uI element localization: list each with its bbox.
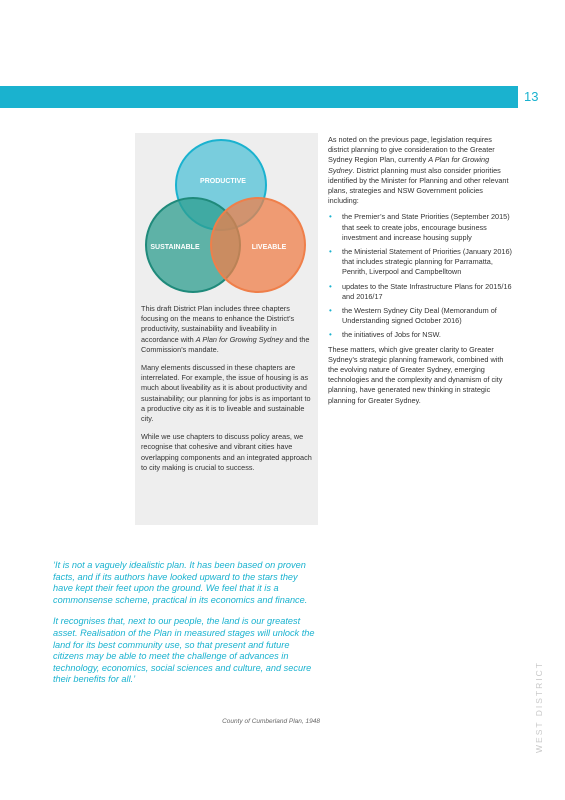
bullet-icon: • (329, 330, 332, 340)
header-band (0, 86, 518, 108)
venn-label-liveable: LIVEABLE (251, 244, 287, 251)
bullet-icon: • (329, 212, 332, 222)
box-text (141, 304, 316, 481)
quote-paragraph-2: It recognises that, next to our people, the land is our greatest asset. Realisation of the Plan in measured stages will unlock the land for its best community use, so that present and future citizens may be able to meet the challenge of advances in technology, economics, social sciences and culture, and secure their benefits for all.’ (53, 616, 315, 685)
pull-quote (53, 560, 315, 696)
bullet-icon: • (329, 247, 332, 257)
box-paragraph-1: This draft District Plan includes three chapters focusing on the means to enhance the District’s productivity, sustainability and liveability in accordance with A Plan for Growing Sydney and the Commission’s mandate. (141, 304, 310, 354)
section-label: WEST DISTRICT (534, 661, 544, 753)
page-number: 13 (524, 89, 539, 104)
box-paragraph-2: Many elements discussed in these chapters are interrelated. For example, the issue of housing is as much about liveability as it is about productivity and sustainability; our planning for jobs is as important to a productive city as it is to liveable and sustainable city. (141, 363, 311, 424)
list-item: • the Ministerial Statement of Priorities (January 2016) that includes strategic planning for Parramatta, Penrith, Liverpool and Campbelltown (329, 247, 512, 277)
right-closing: These matters, which give greater clarity to Greater Sydney’s strategic planning framework, combined with the evolving nature of Greater Sydney, emerging technologies and the complexity and dynamism of city planning, have generated new thinking in strategic planning for Greater Sydney. (328, 344, 504, 405)
list-item: • the initiatives of Jobs for NSW. (329, 330, 441, 340)
right-intro: As noted on the previous page, legislation requires district planning to give consideration to the Greater Sydney Region Plan, currently A Plan for Growing Sydney. District planning must also consider priorities identified by the Minister for Planning and other relevant plans, strategies and NSW Government policies including: (328, 135, 509, 206)
list-item: • updates to the State Infrastructure Plans for 2015/16 and 2016/17 (329, 281, 512, 301)
quote-paragraph-1: ‘It is not a vaguely idealistic plan. It has been based on proven facts, and if its authors have looked upward to the stars they have kept their feet upon the ground. We feel that it is a commonsense scheme, practical in its economics and finance. (53, 560, 308, 605)
venn-label-sustainable: SUSTAINABLE (150, 244, 200, 251)
venn-diagram (135, 133, 318, 303)
quote-source: County of Cumberland Plan, 1948 (222, 718, 320, 725)
box-paragraph-3: While we use chapters to discuss policy areas, we recognise that cohesive and vibrant cities have overlapping components and an integrated approach to city making is crucial to success. (141, 432, 312, 472)
bullet-icon: • (329, 306, 332, 316)
venn-label-productive: PRODUCTIVE (200, 178, 246, 185)
priorities-list (328, 212, 514, 340)
list-item: • the Western Sydney City Deal (Memorandum of Understanding signed October 2016) (329, 306, 497, 326)
right-column (328, 135, 514, 412)
list-item: • the Premier’s and State Priorities (September 2015) that seek to create jobs, encourage business investment and increase housing supply (329, 212, 510, 242)
bullet-icon: • (329, 281, 332, 291)
